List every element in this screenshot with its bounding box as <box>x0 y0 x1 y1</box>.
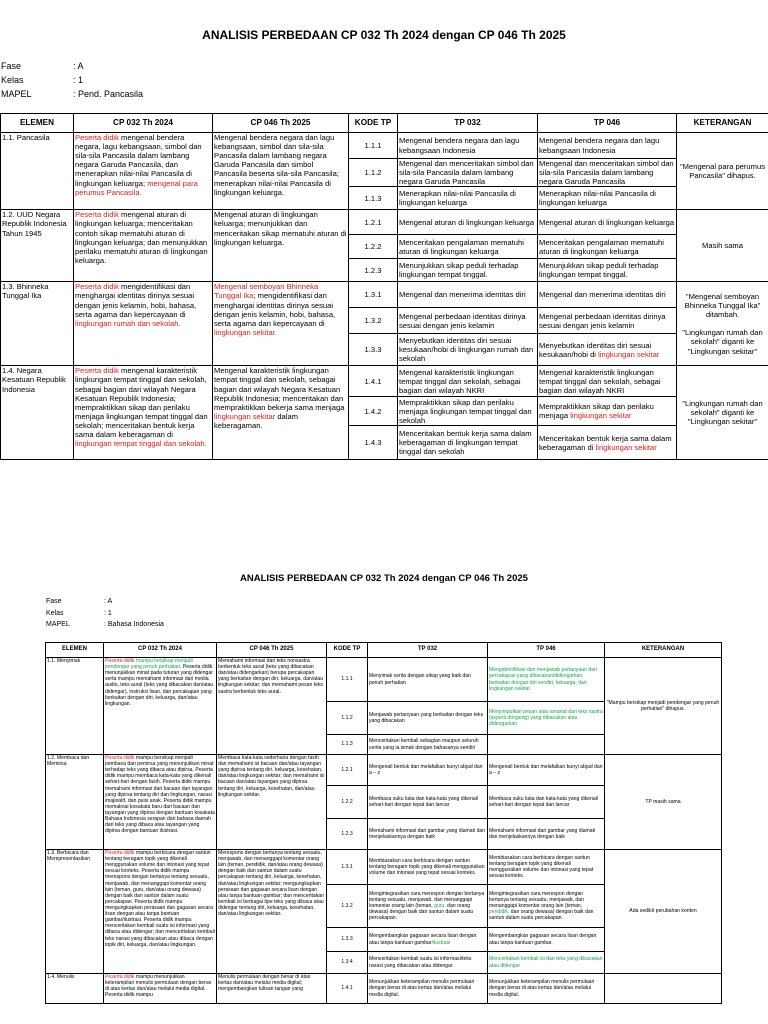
cp046-cell <box>213 210 349 282</box>
tp032-cell <box>368 755 488 786</box>
text-segment: Mempraktikkan sikap dan perilaku menjaga lingkungan tempat tinggal dan sekolah <box>399 397 532 425</box>
tp046-cell <box>538 282 677 308</box>
tp046-cell <box>538 334 677 366</box>
text-segment: Peserta didik <box>105 658 135 664</box>
cp032-cell <box>104 850 217 974</box>
text-segment: Mengintegrasikan cara merespon dengan bertanya tentang sesuatu, menjawab, dan menanggapi komentar orang lain (teman, <box>369 890 485 909</box>
table-row <box>1 210 768 235</box>
text-segment: Peserta didik <box>105 755 135 761</box>
text-segment: mengenal aturan di lingkungan keluarga; menceritakan contoh sikap mematuhi aturan di lingkungan keluarga; dan menunjukkan perilaku mematuhi aturan di lingkungan keluarga. <box>75 210 208 265</box>
text-segment: Menyebutkan identitas diri sesuai kesukaan/hobi di lingkungan rumah dan sekolah <box>399 336 534 364</box>
tp046-cell <box>488 974 605 1004</box>
meta-value: : Bahasa Indonesia <box>104 621 164 628</box>
text-segment: Mengenali bentuk dan melafalkan bunyi abjad dari a – z <box>489 763 603 776</box>
text-segment: Mengenal dan menerima identitas diri <box>399 290 526 300</box>
text-segment: Membiasakan cara berbicara dengan santun tentang beragam topik yang dikenali menggunakan volume dan intonasi yang tepat sesuai konteks. <box>369 857 485 877</box>
column-header: ELEMEN <box>1 114 74 133</box>
tp032-cell <box>398 397 538 426</box>
tp046-cell <box>488 702 605 735</box>
text-segment: Peserta didik <box>75 282 119 292</box>
column-header: TP 032 <box>368 643 488 658</box>
tp046-cell <box>538 397 677 426</box>
keterangan-cell: "Mampu bersikap menjadi pendengar yang penuh perhatian" dihapus. <box>605 658 722 755</box>
kode-tp-cell: 1.3.4 <box>327 952 368 974</box>
text-segment: mampu bersikap menjadi pendengar yang penuh perhatian. <box>105 658 193 671</box>
kode-tp-cell: 1.2.3 <box>349 259 398 282</box>
cp032-cell <box>104 658 217 755</box>
column-header: ELEMEN <box>46 643 104 658</box>
text-segment: Mengembangkan gagasan secara lisan dengan atau tanpa bantuan gambar <box>369 933 477 946</box>
column-header: TP 046 <box>538 114 677 133</box>
text-segment: Mengenal bendera negara dan lagu kebangsaan Indonesia <box>399 136 520 155</box>
tp046-cell <box>538 426 677 460</box>
keterangan-cell: "Mengenal para perumus Pancasila" dihapus. <box>677 133 768 210</box>
text-segment: Mengintegrasikan cara merespon dengan bertanya tentang sesuatu, menjawab, dan menanggapi komentar orang lain (teman, <box>489 890 584 909</box>
text-segment: Menerapkan nilai-nilai Pancasila di lingkungan keluarga <box>399 189 516 208</box>
text-segment: Memahami informasi dari gambar yang diamati dan menjelaskannya dengan baik <box>369 827 486 840</box>
column-header: CP 046 Th 2025 <box>217 643 327 658</box>
tp032-cell <box>398 366 538 397</box>
kode-tp-cell: 1.3.1 <box>327 850 368 885</box>
kode-tp-cell: 1.1.3 <box>327 735 368 755</box>
tp046-cell <box>488 885 605 928</box>
text-segment: dan orang dewasa) dengan baik dan santun dalam suatu percakapan. <box>369 902 474 922</box>
text-segment: lingkungan sekitar <box>595 442 657 452</box>
text-segment: Mengenal karakteristik lingkungan tempat tinggal dan sekolah, sebagai bagian dari wilayah NKRI <box>539 367 661 395</box>
cp032-cell <box>104 974 217 1004</box>
elemen-cell: 1.2. UUD Negara Republik Indonesia Tahun 1945 <box>1 210 74 282</box>
kode-tp-cell: 1.1.1 <box>327 658 368 702</box>
text-segment: mampu berbicara dengan santun tentang beragam topik yang dikenali menggunakan volume dan intonasi yang tepat sesuai konteks. Peserta didik mampu merespons dengan bertanya tentang sesuatu, menjawab, dan menanggapi komentar orang lain (teman, guru, dan/atau orang dewasa) dengan baik dan santun dalam suatu percakapan. Peserta didik mampu mengungkapkan perasaan dan gagasan secara lisan dengan atau tanpa bantuan gambar/ilustrasi. Peserta didik mampu menceritakan kembali suatu isi informasi yang dibaca atau didengar; dan menceritakan kembali teks narasi yang dibacakan atau dibaca dengan topik diri, keluarga, dan/atau lingkungan. <box>105 850 215 948</box>
elemen-cell: 1.4. Negara Kesatuan Republik Indonesia <box>1 366 74 460</box>
text-segment: Mengenal bendera negara dan lagu kebangsaan, simbol dan sila-sila Pancasila dalam lambang negara Garuda Pancasila dan simbol Pancasila beserta sila-sila Pancasila; menerapkan nilai-nilai Pancasila di lingkungan keluarga. <box>214 133 339 197</box>
text-segment: Menjawab pertanyaan yang berkaitan dengan teks yang dibacakan <box>369 711 484 724</box>
kode-tp-cell: 1.1.2 <box>349 159 398 187</box>
text-segment: Menceritakan pengalaman mematuhi aturan di lingkungan keluarga <box>399 237 524 256</box>
tp046-cell <box>538 308 677 334</box>
tp032-cell <box>398 308 538 334</box>
kode-tp-cell: 1.3.3 <box>349 334 398 366</box>
cp032-cell <box>74 210 213 282</box>
text-segment: mampu bersikap menjadi pembaca dan pemirsa yang menunjukkan minat terhadap teks yang dibaca atau dipirsa. Peserta didik mampu membaca kata-kata yang dikenali sehari-hari dengan fasih. Peserta didik mampu memahami informasi dari bacaan dan tayangan yang dipirsa tentang diri dan lingkungan, narasi imajinatif, dan puisi anak. Peserta didik mampu memaknai kosakata baru dari bacaan dan tayangan yang dipirsa dengan bantuan kosakata Bahasa Indonesia serapan dari bahasa daerah dari teks yang dibaca atau tayangan yang dipirsa dengan bantuan ilustrasi. <box>105 755 215 835</box>
tp032-cell <box>398 133 538 159</box>
table-row <box>46 850 722 885</box>
text-segment: Peserta didik <box>105 974 135 980</box>
text-segment: guru, <box>434 902 446 909</box>
tp046-cell <box>488 735 605 755</box>
doc1-table <box>0 113 768 460</box>
keterangan-cell: TP masih sama <box>605 755 722 850</box>
tp032-cell <box>368 786 488 819</box>
kode-tp-cell: 1.1.2 <box>327 702 368 735</box>
text-segment: Membiasakan cara berbicara dengan santun tentang beragam topik yang dikenali menggunakan volume dan intonasi yang tepat sesuai konteks. <box>489 854 594 880</box>
kode-tp-cell: 1.4.1 <box>327 974 368 1004</box>
text-segment: Menceritakan kembali sebagian maupun seluruh cerita yang ia simak dengan bahasanya sendiri <box>369 738 479 751</box>
text-segment: dalam keberagaman. <box>214 411 299 430</box>
tp046-cell <box>488 755 605 786</box>
keterangan-cell <box>605 974 722 1004</box>
column-header: CP 032 Th 2024 <box>104 643 217 658</box>
kode-tp-cell: 1.2.3 <box>327 819 368 850</box>
meta-value: : 1 <box>104 609 112 617</box>
kode-tp-cell: 1.2.2 <box>349 235 398 259</box>
kode-tp-cell: 1.3.3 <box>327 928 368 952</box>
text-segment: Menunjukkan sikap peduli terhadap lingkungan tempat tinggal. <box>399 261 519 280</box>
text-segment: pendidik, <box>489 909 510 916</box>
text-segment: Menerapkan nilai-nilai Pancasila di lingkungan keluarga <box>539 189 656 208</box>
keterangan-cell: Ada sedikit perubahan konten <box>605 850 722 974</box>
text-segment: Menyimpulkan pesan atau amanat dari teks sastra (seperti dongeng) yang dibacakan atau didengarkan. <box>489 708 603 728</box>
text-segment: Mengenal perbedaan identitas dirinya sesuai dengan jenis kelamin <box>539 311 666 330</box>
meta-label: Fase <box>46 598 62 605</box>
text-segment: Mengenal karakteristik lingkungan tempat tinggal dan sekolah, sebagai bagian dari wilayah NKRI <box>399 367 521 395</box>
meta-value: : 1 <box>73 75 84 85</box>
tp032-cell <box>368 819 488 850</box>
table-row <box>46 658 722 702</box>
tp046-cell <box>538 210 677 235</box>
tp032-cell <box>368 952 488 974</box>
tp046-cell <box>488 819 605 850</box>
text-segment: /ilustrasi <box>431 939 451 946</box>
text-segment: Mengenal aturan di lingkungan keluarga <box>539 217 675 227</box>
meta-label: MAPEL <box>46 621 70 628</box>
text-segment: Mengenal karakteristik lingkungan tempat tinggal dan sekolah, sebagai bagian dari wilayah Negara Kesatuan Republik Indonesia; menceritakan dan mempraktikkan bekerja sama menjaga <box>214 366 345 412</box>
cp046-cell <box>217 658 327 755</box>
text-segment: dan orang dewasa) dengan baik dan santun dalam suatu percakapan. <box>489 909 594 922</box>
text-segment: Merespons dengan bertanya tentang sesuatu, menjawab, dan menanggapi komentar orang lain (teman, pendidik, dan/atau orang dewasa) dengan baik dan santun dalam suatu percakapan tentang diri, keluarga, kesehatan, dan/atau lingkungan sekitar; mengungkapkan perasaan dan gagasan secara lisan dengan atau tanpa bantuan gambar; dan menceritakan kembali isi berbagai tipe teks yang dibaca atau didengar tentang diri, keluarga, kesehatan, dan/atau lingkungan sekitar. <box>218 850 324 918</box>
text-segment: Menceritakan kembali suatu isi informasi/teks narasi yang dibacakan atau didengar <box>369 956 472 969</box>
column-header: TP 046 <box>488 643 605 658</box>
text-segment: Memahami informasi dan teks nonsastra berbentuk teks aural (teks yang dibacakan dan/atau didengarkan) berupa percakapan yang berkaitan dengan diri, keluarga, dan/atau lingkungan sekitar; dan memahami pesan teks sastra berbentuk teks aural. <box>218 658 324 695</box>
text-segment: Mempraktikkan sikap dan perilaku menjaga <box>539 402 654 421</box>
kode-tp-cell: 1.3.2 <box>327 885 368 928</box>
kode-tp-cell: 1.4.3 <box>349 426 398 460</box>
tp046-cell <box>538 366 677 397</box>
text-segment: lingkungan sekitar. <box>214 327 277 337</box>
table-row <box>46 974 722 1004</box>
tp032-cell <box>398 187 538 210</box>
text-segment: Menceritakan pengalaman mematuhi aturan di lingkungan keluarga <box>539 237 664 256</box>
doc1-title: ANALISIS PERBEDAAN CP 032 Th 2024 dengan CP 046 Th 2025 <box>202 28 566 42</box>
kode-tp-cell: 1.4.1 <box>349 366 398 397</box>
text-segment: Memahami informasi dari gambar yang diamati dan menjelaskannya dengan baik <box>489 827 596 840</box>
text-segment: Menunjukkan sikap peduli terhadap lingkungan tempat tinggal. <box>539 261 659 280</box>
tp046-cell <box>488 786 605 819</box>
tp032-cell <box>398 210 538 235</box>
text-segment: Peserta didik <box>75 366 119 376</box>
tp046-cell <box>488 928 605 952</box>
text-segment: Peserta didik <box>75 210 119 220</box>
tp032-cell <box>368 885 488 928</box>
text-segment: Mengidentifikasi dan menjawab pertanyaan dari percakapan yang dibacakan/didengarkan, berkaitan dengan diri sendiri, keluarga, dan lingkungan sekitar. <box>489 667 597 692</box>
text-segment: Menceritakan kembali isi dari teks yang dibacakan atau didengar <box>489 956 603 969</box>
kode-tp-cell: 1.2.1 <box>327 755 368 786</box>
cp046-cell <box>213 366 349 460</box>
text-segment: Membaca suku kata dan kata-kata yang dikenali sehari-hari dengan tepat dan lancar <box>489 795 599 808</box>
text-segment: Membaca suku kata dan kata-kata yang dikenali sehari-hari dengan tepat dan lancar <box>369 795 479 808</box>
text-segment: mengidentifikasi dan menghargai identitas dirinya sesuai dengan jenis kelamin, hobi, bahasa, serta agama dan kepercayaan di <box>75 282 197 319</box>
tp032-cell <box>398 235 538 259</box>
tp032-cell <box>368 928 488 952</box>
cp046-cell <box>217 755 327 850</box>
tp046-cell <box>538 259 677 282</box>
cp032-cell <box>74 133 213 210</box>
text-segment: mengenal karakteristik lingkungan tempat tinggal dan sekolah, sebagai bagian dari wilayah Negara Kesatuan Republik Indonesia; mempraktikkan sikap dan perilaku menjaga lingkungan tempat tinggal dan sekolah; menceritakan bentuk kerja sama dalam keberagaman di <box>75 366 208 440</box>
elemen-cell: 1.3. Bhinneka Tunggal Ika <box>1 282 74 366</box>
tp032-cell <box>398 159 538 187</box>
meta-value: : A <box>104 598 113 605</box>
text-segment: Mengenal perbedaan identitas dirinya sesuai dengan jenis kelamin <box>399 311 526 330</box>
text-segment: Peserta didik <box>105 850 135 856</box>
text-segment: Peserta didik <box>75 133 119 142</box>
text-segment: Menunjukkan keterampilan menulis permulaan dengan benar di atas kertas dan/atau melalui media digital. <box>369 979 475 998</box>
text-segment: mengenal para perumus Pancasila. <box>75 178 198 197</box>
table-row <box>1 282 768 308</box>
text-segment: Mengenal aturan di lingkungan keluarga <box>399 217 535 227</box>
elemen-cell: 1.3. Berbicara dan Mempresentasikan <box>46 850 104 974</box>
column-header: KETERANGAN <box>677 114 768 133</box>
tp046-cell <box>538 159 677 187</box>
text-segment: Menunjukkan keterampilan menulis permulaan dengan benar di atas kertas dan/atau melalui media digital. <box>489 979 595 998</box>
column-header: CP 046 Th 2025 <box>213 114 349 133</box>
text-segment: lingkungan tempat tinggal dan sekolah. <box>75 439 207 449</box>
table-row <box>1 133 768 159</box>
meta-value: : A <box>73 61 84 71</box>
tp032-cell <box>368 850 488 885</box>
text-segment: lingkungan sekitar <box>570 411 632 421</box>
meta-label: MAPEL <box>1 89 32 99</box>
keterangan-cell: Masih sama <box>677 210 768 282</box>
tp032-cell <box>398 259 538 282</box>
text-segment: Menceritakan bentuk kerja sama dalam keberagaman di lingkungan tempat tinggal dan sekolah <box>399 429 532 457</box>
column-header: CP 032 Th 2024 <box>74 114 213 133</box>
text-segment: Mengenal dan menerima identitas diri <box>539 290 666 300</box>
column-header: KODE TP <box>327 643 368 658</box>
text-segment: Mengenal dan menceritakan simbol dan sila-sila Pancasila dalam lambang negara Garuda Pancasila <box>539 159 674 187</box>
kode-tp-cell: 1.1.1 <box>349 133 398 159</box>
elemen-cell: 1.4. Menulis <box>46 974 104 1004</box>
tp032-cell <box>398 426 538 460</box>
tp032-cell <box>368 658 488 702</box>
tp046-cell <box>488 952 605 974</box>
text-segment: Menulis permulaan dengan benar di atas kertas dan/atau melalui media digital; mengembangkan tulisan tangan yang <box>218 974 311 993</box>
text-segment: mampu menunjukkan keterampilan menulis permulaan dengan benar di atas kertas dan/atau melalui media digital. Peserta didik mampu <box>105 974 212 999</box>
doc2-table <box>45 642 722 1004</box>
cp046-cell <box>213 133 349 210</box>
tp032-cell <box>368 702 488 735</box>
cp046-cell <box>217 850 327 974</box>
tp046-cell <box>538 133 677 159</box>
text-segment: Menyimak cerita dengan sikap yang baik dan penuh perhatian <box>369 673 471 686</box>
elemen-cell: 1.1. Menyimak <box>46 658 104 755</box>
text-segment: Mengenal semboyan Bhinneka Tunggal Ika <box>214 282 319 301</box>
doc2-title: ANALISIS PERBEDAAN CP 032 Th 2024 dengan CP 046 Th 2025 <box>240 573 528 584</box>
keterangan-cell: "Lingkungan rumah dan sekolah" diganti ke "Lingkungan sekitar" <box>677 366 768 460</box>
text-segment: lingkungan sekitar <box>598 349 660 359</box>
tp046-cell <box>538 235 677 259</box>
text-segment: Menyebutkan identitas diri sesuai kesukaan/hobi di <box>539 340 652 359</box>
table-row <box>46 755 722 786</box>
cp032-cell <box>74 366 213 460</box>
cp046-cell <box>213 282 349 366</box>
meta-label: Fase <box>1 61 22 71</box>
kode-tp-cell: 1.2.2 <box>327 786 368 819</box>
text-segment: lingkungan sekitar <box>214 411 276 421</box>
text-segment: Mengenal bendera negara dan lagu kebangsaan Indonesia <box>539 136 660 155</box>
text-segment: Mengenal aturan di lingkungan keluarga; menunjukkan dan menceritakan sikap mematuhi aturan di lingkungan keluarga. <box>214 210 347 247</box>
tp032-cell <box>398 282 538 308</box>
kode-tp-cell: 1.2.1 <box>349 210 398 235</box>
tp032-cell <box>398 334 538 366</box>
cp046-cell <box>217 974 327 1004</box>
kode-tp-cell: 1.1.3 <box>349 187 398 210</box>
tp032-cell <box>368 974 488 1004</box>
column-header: TP 032 <box>398 114 538 133</box>
text-segment: Peserta didik menunjukkan minat pada tuturan yang didengar serta mampu memahami informasi dari media audio, teks aural (teks yang dibacakan dan/atau didengar), instruksi lisan, dan percakapan yang berkaitan dengan diri, keluarga, dan/atau lingkungan. <box>105 664 214 707</box>
text-segment: Mengembangkan gagasan secara lisan dengan atau tanpa bantuan gambar. <box>489 933 597 946</box>
tp046-cell <box>538 187 677 210</box>
elemen-cell: 1.1. Pancasila <box>1 133 74 210</box>
column-header: KODE TP <box>349 114 398 133</box>
meta-value: : Pend. Pancasila <box>73 89 144 99</box>
tp046-cell <box>488 658 605 702</box>
keterangan-cell: "Mengenal semboyan Bhinneka Tunggal Ika" ditambah. "Lingkungan rumah dan sekolah" diganti ke "Lingkungan sekitar" <box>677 282 768 366</box>
text-segment: ; mengidentifikasi dan menghargai identitas dirinya sesuai dengan jenis kelamin, hobi, bahasa, serta agama dan kepercayaan di <box>214 291 336 328</box>
elemen-cell: 1.2. Membaca dan Memirsa <box>46 755 104 850</box>
text-segment: lingkungan rumah dan sekolah. <box>75 318 181 328</box>
cp032-cell <box>104 755 217 850</box>
kode-tp-cell: 1.3.2 <box>349 308 398 334</box>
tp046-cell <box>488 850 605 885</box>
text-segment: Menceritakan bentuk kerja sama dalam keberagaman di <box>539 433 672 452</box>
cp032-cell <box>74 282 213 366</box>
meta-label: Kelas <box>46 609 64 617</box>
text-segment: Mengenal dan menceritakan simbol dan sila-sila Pancasila dalam lambang negara Garuda Pancasila <box>399 159 534 187</box>
table-row <box>1 366 768 397</box>
kode-tp-cell: 1.3.1 <box>349 282 398 308</box>
text-segment: Mengenali bentuk dan melafalkan bunyi abjad dari a – z <box>369 763 483 776</box>
tp032-cell <box>368 735 488 755</box>
kode-tp-cell: 1.4.2 <box>349 397 398 426</box>
text-segment: mengenal bendera negara, lagu kebangsaan, simbol dan sila-sila Pancasila dalam lambang negara Garuda Pancasila, dan menerapkan nilai-nilai Pancasila di lingkungan keluarga; <box>75 133 202 188</box>
column-header: KETERANGAN <box>605 643 722 658</box>
text-segment: Membaca kata-kata sederhana dengan fasih dan memahami isi bacaan dan/atau tayangan yang dipirsa tentang diri, keluarga, kesehatan, dan/atau lingkungan sekitar; dan memahami isi bacaan dan/atau tayangan yang dipirsa tentang diri, keluarga, kesehatan, dan/atau lingkungan sekitar. <box>218 755 325 798</box>
meta-label: Kelas <box>1 75 24 85</box>
